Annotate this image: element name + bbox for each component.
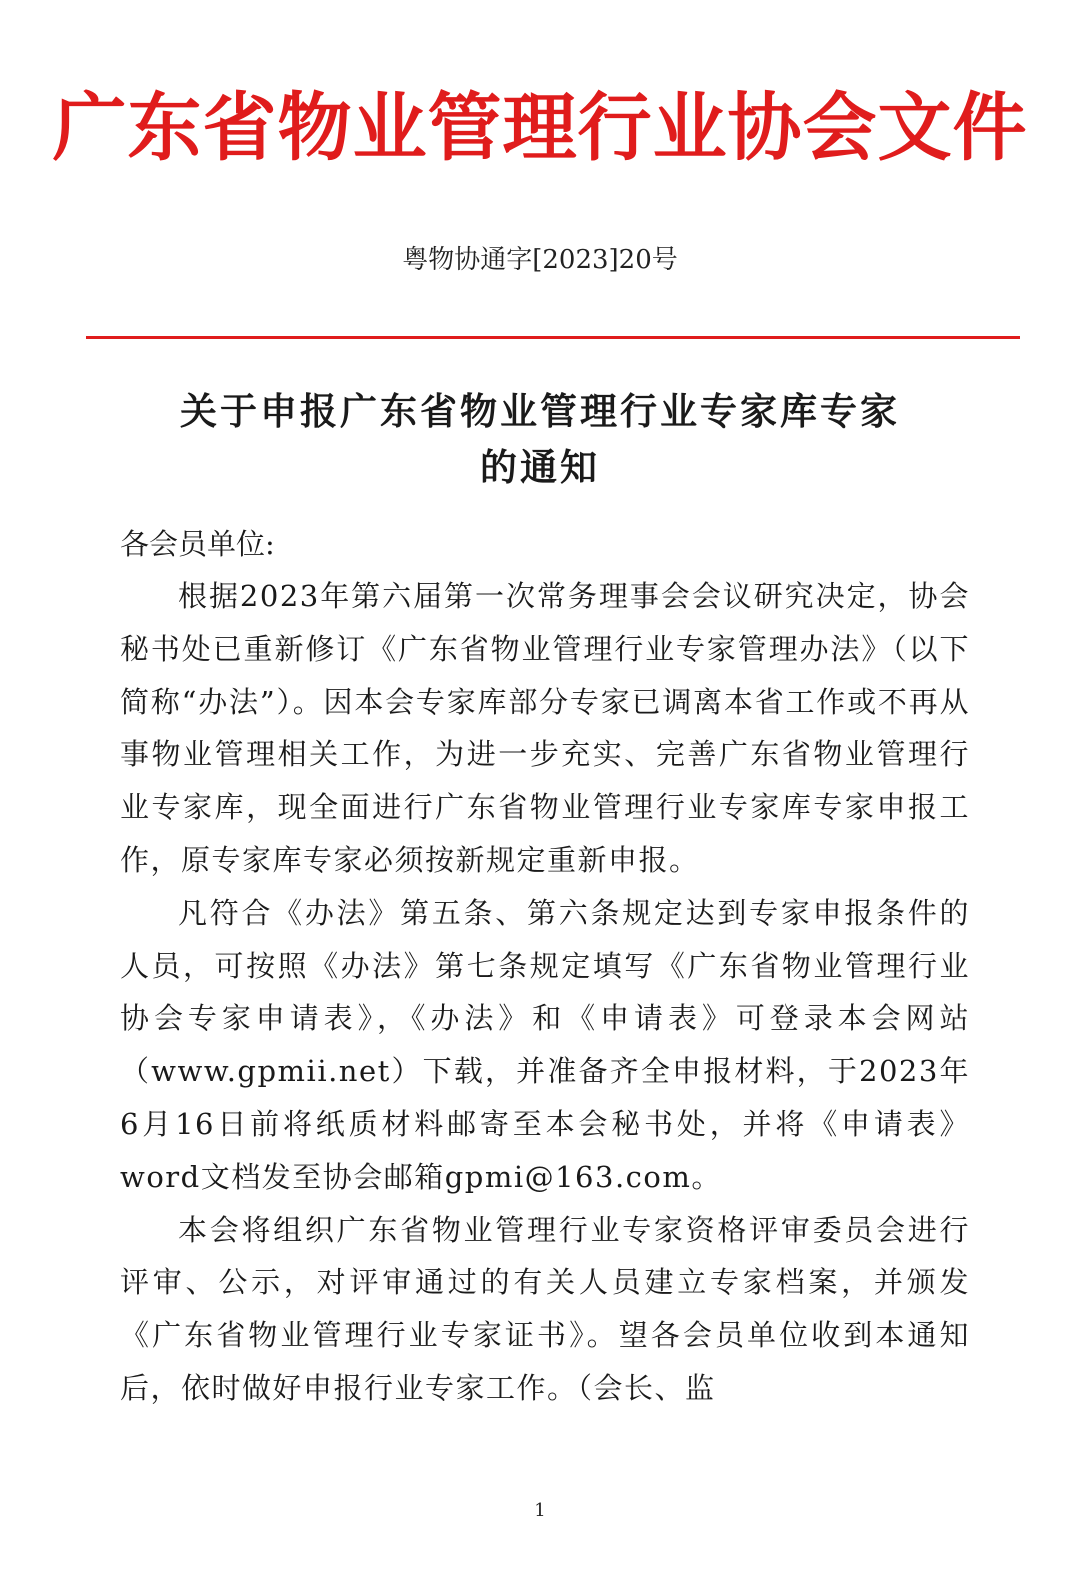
red-divider-line [86,336,1020,339]
body-paragraph-2: 凡符合《办法》第五条、第六条规定达到专家申报条件的人员，可按照《办法》第七条规定填写《广东省物业管理行业协会专家申请表》，《办法》和《申请表》可登录本会网站（www.gpmii.net）下载，并准备齐全申报材料，于2023年6月16日前将纸质材料邮寄至本会秘书处，并将《申请表》word文档发至协会邮箱gpmi@163.com。 [120,895,970,1194]
notice-title-line-2: 的通知 [480,446,600,489]
document-number: 粤物协通字[2023]20号 [402,245,678,275]
body-paragraph-1: 根据2023年第六届第一次常务理事会会议研究决定，协会秘书处已重新修订《广东省物业管理行业专家管理办法》（以下简称“办法”）。因本会专家库部分专家已调离本省工作或不再从事物业管理相关工作，为进一步充实、完善广东省物业管理行业专家库，现全面进行广东省物业管理行业专家库专家申报工作，原专家库专家必须按新规定重新申报。 [120,579,970,877]
issuer-header-title: 广东省物业管理行业协会文件 [52,85,1028,171]
body-paragraph-3: 本会将组织广东省物业管理行业专家资格评审委员会进行评审、公示，对评审通过的有关人员建立专家档案，并颁发《广东省物业管理行业专家证书》。望各会员单位收到本通知后，依时做好申报行业专家工作。（会长、监 [120,1212,970,1405]
notice-title [0,384,1080,496]
notice-body [120,570,970,1415]
salutation: 各会员单位: [120,527,275,561]
page-number: 1 [534,1500,546,1521]
notice-title-line-1: 关于申报广东省物业管理行业专家库专家 [180,390,900,433]
